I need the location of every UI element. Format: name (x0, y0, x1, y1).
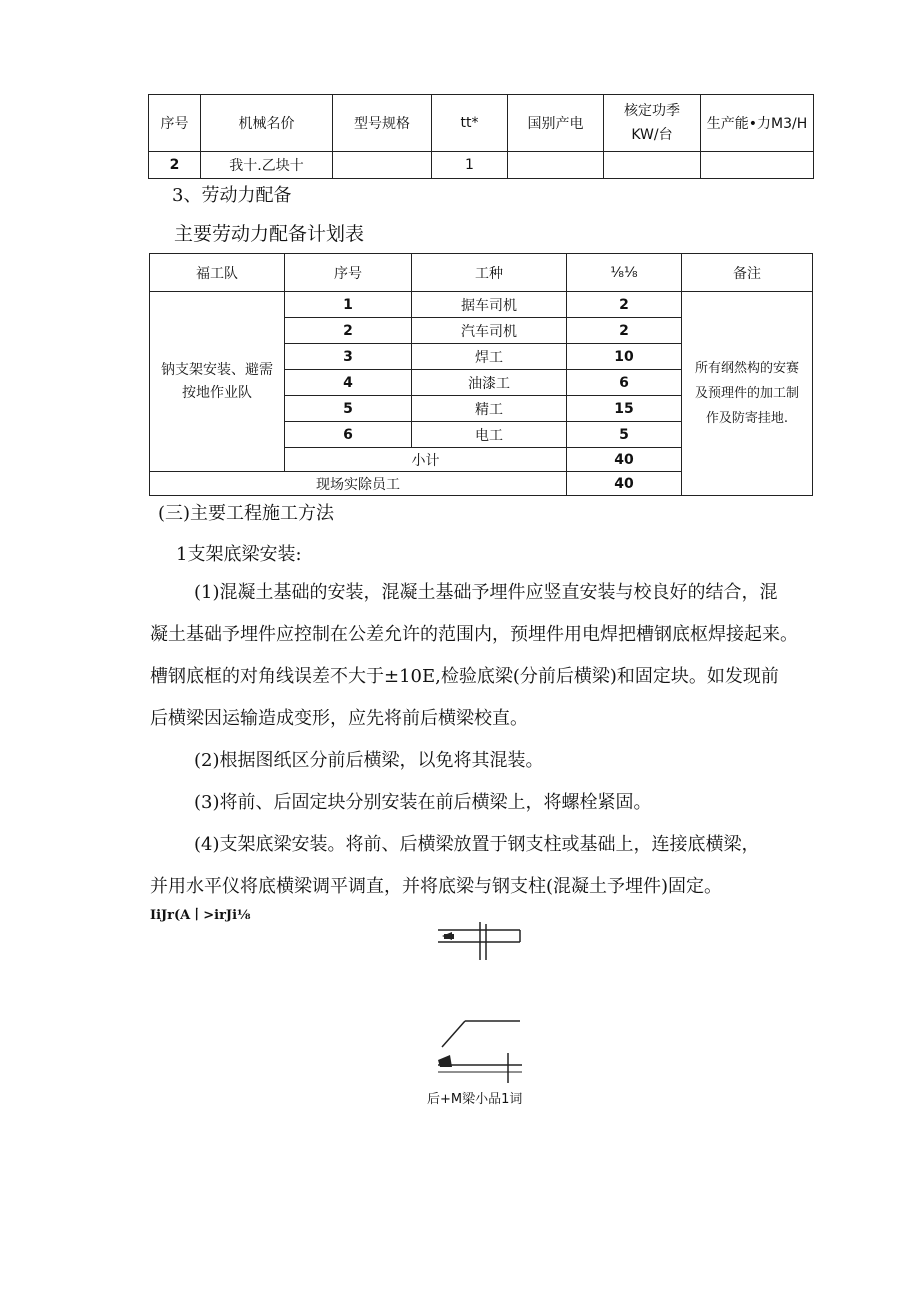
cell: 油漆工 (412, 370, 567, 396)
cell: 15 (567, 396, 682, 422)
machine-table (148, 94, 814, 179)
cell: 1 (432, 152, 508, 179)
header-cell: 工种 (412, 254, 567, 292)
beam-plan-figure (430, 920, 530, 965)
cell: 2 (285, 318, 412, 344)
header-cell: 福工队 (150, 254, 285, 292)
cell: 2 (567, 292, 682, 318)
cell: 汽车司机 (412, 318, 567, 344)
cell: 2 (567, 318, 682, 344)
cell: 6 (285, 422, 412, 448)
header-cell: 生产能•力M3/H (701, 95, 814, 152)
total-value: 40 (567, 472, 682, 496)
header-cell: 备注 (682, 254, 813, 292)
paragraph-line: (2)根据图纸区分前后横梁，以免将其混装。 (194, 750, 544, 771)
header-cell: 型号规格 (333, 95, 432, 152)
subtotal-value: 40 (567, 448, 682, 472)
cell: 3 (285, 344, 412, 370)
cell: 10 (567, 344, 682, 370)
cell (701, 152, 814, 179)
cell: 5 (567, 422, 682, 448)
labor-table (149, 253, 813, 496)
cell: 我十.乙块十 (201, 152, 333, 179)
beam-side-figure (430, 1015, 530, 1085)
header-cell: 核定功季 KW/台 (604, 95, 701, 152)
labor-table-title: 主要劳动力配备计划表 (174, 223, 365, 245)
paragraph-line: (1)混凝土基础的安装，混凝土基础予埋件应竖直安装与校良好的结合，混 (194, 582, 778, 603)
cell (604, 152, 701, 179)
section3-title: 3、劳动力配备 (172, 185, 292, 206)
team-cell: 钠支架安装、避需 按地作业队 (150, 292, 285, 472)
figure-caption: 后+M梁小品1词 (427, 1092, 523, 1107)
cell: 据车司机 (412, 292, 567, 318)
cell: 4 (285, 370, 412, 396)
figure-label: IiJr(A丨>irJi⅛ (150, 908, 251, 923)
section-method-title: (三)主要工程施工方法 (158, 503, 335, 524)
paragraph-line: (3)将前、后固定块分别安装在前后横梁上，将螺栓紧固。 (194, 792, 652, 813)
cell: 1 (285, 292, 412, 318)
header-cell: 国别产电 (508, 95, 604, 152)
header-cell: 序号 (285, 254, 412, 292)
header-cell: ⅛⅛ (567, 254, 682, 292)
cell: 5 (285, 396, 412, 422)
cell: 焊工 (412, 344, 567, 370)
header-cell: tt* (432, 95, 508, 152)
total-label: 现场实除员工 (150, 472, 567, 496)
paragraph-line: 后横梁因运输造成变形，应先将前后横梁校直。 (150, 708, 528, 729)
subsection-title: 1支架底梁安装: (176, 544, 302, 565)
paragraph-line: 并用水平仪将底横梁调平调直，并将底梁与钢支柱(混凝土予埋件)固定。 (150, 876, 723, 897)
cell (508, 152, 604, 179)
paragraph-line: 槽钢底框的对角线误差不大于±10E,检验底梁(分前后横梁)和固定块。如发现前 (150, 666, 779, 687)
cell: 2 (149, 152, 201, 179)
cell: 6 (567, 370, 682, 396)
subtotal-label: 小计 (285, 448, 567, 472)
note-cell: 所有纲然构的安赛 及预理件的加工制 作及防寄挂地. (682, 292, 813, 496)
paragraph-line: (4)支架底梁安装。将前、后横梁放置于钢支柱或基础上，连接底横梁， (194, 834, 760, 855)
header-cell: 机械名价 (201, 95, 333, 152)
paragraph-line: 凝土基础予埋件应控制在公差允许的范围内，预埋件用电焊把槽钢底枢焊接起来。 (150, 624, 798, 645)
cell (333, 152, 432, 179)
header-cell: 序号 (149, 95, 201, 152)
cell: 电工 (412, 422, 567, 448)
cell: 精工 (412, 396, 567, 422)
